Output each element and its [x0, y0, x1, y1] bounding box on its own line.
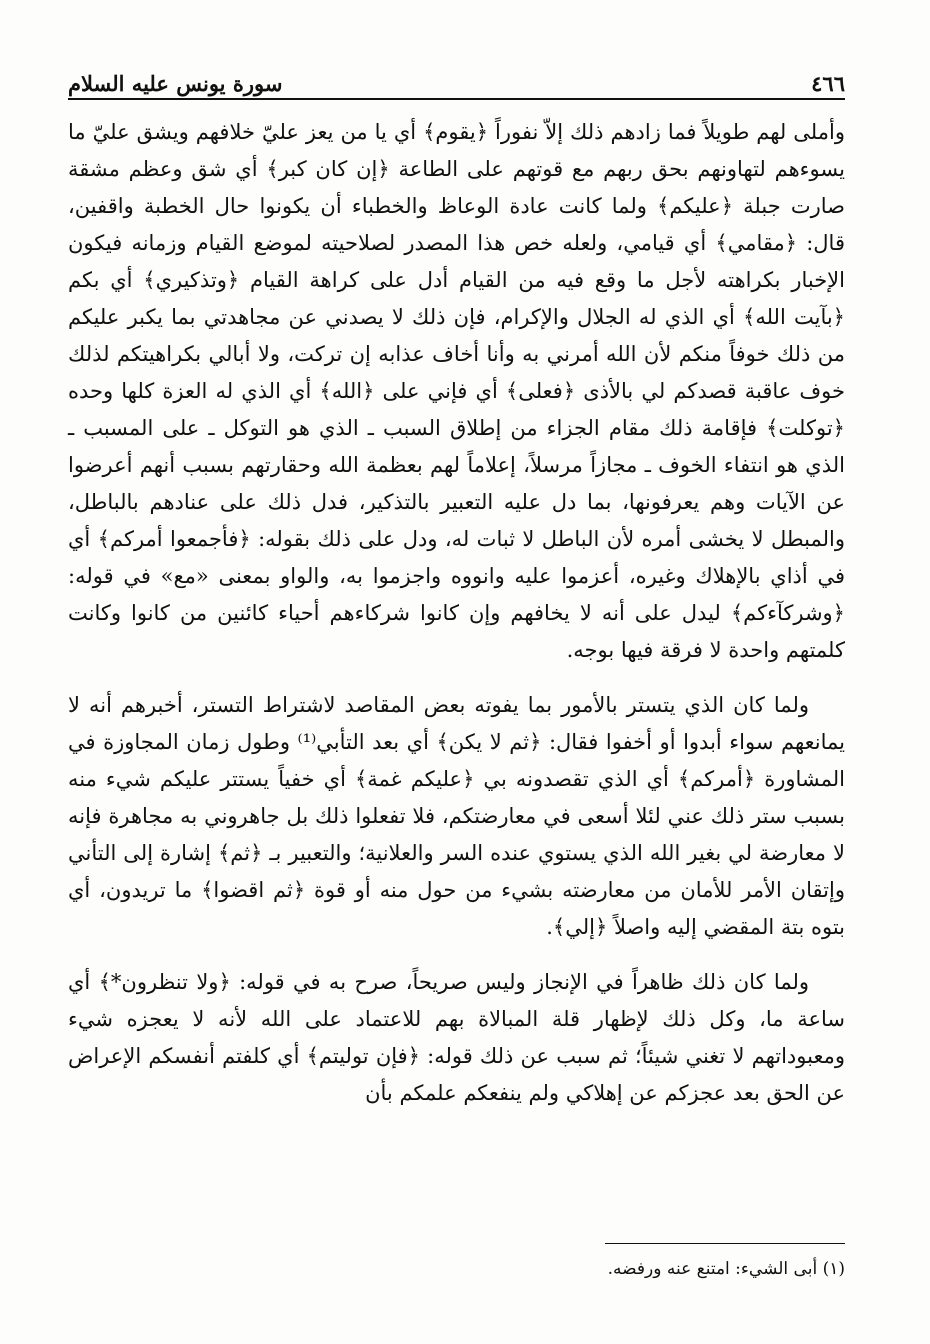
- paragraph-2: ولما كان الذي يتستر بالأمور بما يفوته بعض المقاصد لاشتراط التستر، أخبرهم أنه لا يمانعهم سواء أبدوا أو أخفوا فقال: ﴿ثم لا يكن﴾ أي بعد التأبي⁽¹⁾ وطول زمان المجاوزة في المشاورة ﴿أمركم﴾ أي الذي تقصدونه بي ﴿عليكم غمة﴾ أي خفياً يستتر عليكم شيء منه بسبب ستر ذلك عني لئلا أسعى في معارضتكم، فلا تفعلوا ذلك بل جاهروني به مجاهرة فإنه لا معارضة لي بغير الله الذي يستوي عنده السر والعلانية؛ والتعبير بـ ﴿ثم﴾ إشارة إلى التأني وإتقان الأمر للأمان من معارضته بشيء من حول منه أو قوة ﴿ثم اقضوا﴾ ما تريدون، أي بتوه بتة المقضي إليه واصلاً ﴿إلي﴾.: [68, 693, 846, 939]
- page: [68, 60, 845, 1310]
- paragraph-1: وأملى لهم طويلاً فما زادهم ذلك إلاّ نفوراً ﴿يقوم﴾ أي يا من يعز عليّ خلافهم ويشق عليّ ما يسوءهم لتهاونهم بحق ربهم مع قوتهم على الطاعة ﴿إن كان كبر﴾ أي شق وعظم مشقة صارت جبلة ﴿عليكم﴾ ولما كانت عادة الوعاظ والخطباء أن يكونوا حال الخطبة واقفين، قال: ﴿مقامي﴾ أي قيامي، ولعله خص هذا المصدر لصلاحيته لموضع القيام وزمانه فيكون الإخبار بكراهته لأجل ما وقع فيه من القيام أدل على كراهة القيام ﴿وتذكيري﴾ أي بكم ﴿بآيت الله﴾ أي الذي له الجلال والإكرام، فإن ذلك لا يصدني عن مجاهدتي بما يكبر عليكم من ذلك خوفاً منكم لأن الله أمرني به وأنا أخاف عذابه إن تركت، ولا أبالي بكراهيتكم لذلك خوف عاقبة قصدكم لي بالأذى ﴿فعلى﴾ أي فإني على ﴿الله﴾ أي الذي له العزة كلها وحده ﴿توكلت﴾ فإقامة ذلك مقام الجزاء من إطلاق السبب ـ الذي هو التوكل ـ على المسبب ـ الذي هو انتفاء الخوف ـ مجازاً مرسلاً، إعلاماً لهم بعظمة الله وحقارتهم بسبب أنهم أعرضوا عن الآيات وهم يعرفونها، بما دل عليه التعبير بالتذكير، فدل ذلك على عنادهم بالباطل، والمبطل لا يخشى أمره لأن الباطل لا ثبات له، ودل على ذلك بقوله: ﴿فأجمعوا أمركم﴾ أي في أذاي بالإهلاك وغيره، أعزموا عليه وانووه واجزموا به، والواو بمعنى «مع» في قوله: ﴿وشركآءكم﴾ ليدل على أنه لا يخافهم وإن كانوا شركاءهم أحياء كائنين من كانوا وكانت كلمتهم واحدة لا فرقة فيها بوجه.: [68, 120, 845, 662]
- body-text: [68, 114, 845, 1112]
- page-number: ٤٦٦: [811, 71, 845, 96]
- running-header: [68, 60, 845, 96]
- footnote: (١) أبى الشيء: امتنع عنه ورفضه.: [607, 1259, 845, 1279]
- footnote-rule: [605, 1243, 845, 1244]
- header-rule: [68, 98, 845, 100]
- surah-title: سورة يونس عليه السلام: [68, 71, 283, 96]
- paragraph-3: ولما كان ذلك ظاهراً في الإنجاز وليس صريحاً، صرح به في قوله: ﴿ولا تنظرون*﴾ أي ساعة ما، وكل ذلك لإظهار قلة المبالاة بهم للاعتماد على الله لأنه لا يعجزه شيء ومعبوداتهم لا تغني شيئاً؛ ثم سبب عن ذلك قوله: ﴿فإن توليتم﴾ أي كلفتم أنفسكم الإعراض عن الحق بعد عجزكم عن إهلاكي ولم ينفعكم علمكم بأن: [68, 970, 845, 1105]
